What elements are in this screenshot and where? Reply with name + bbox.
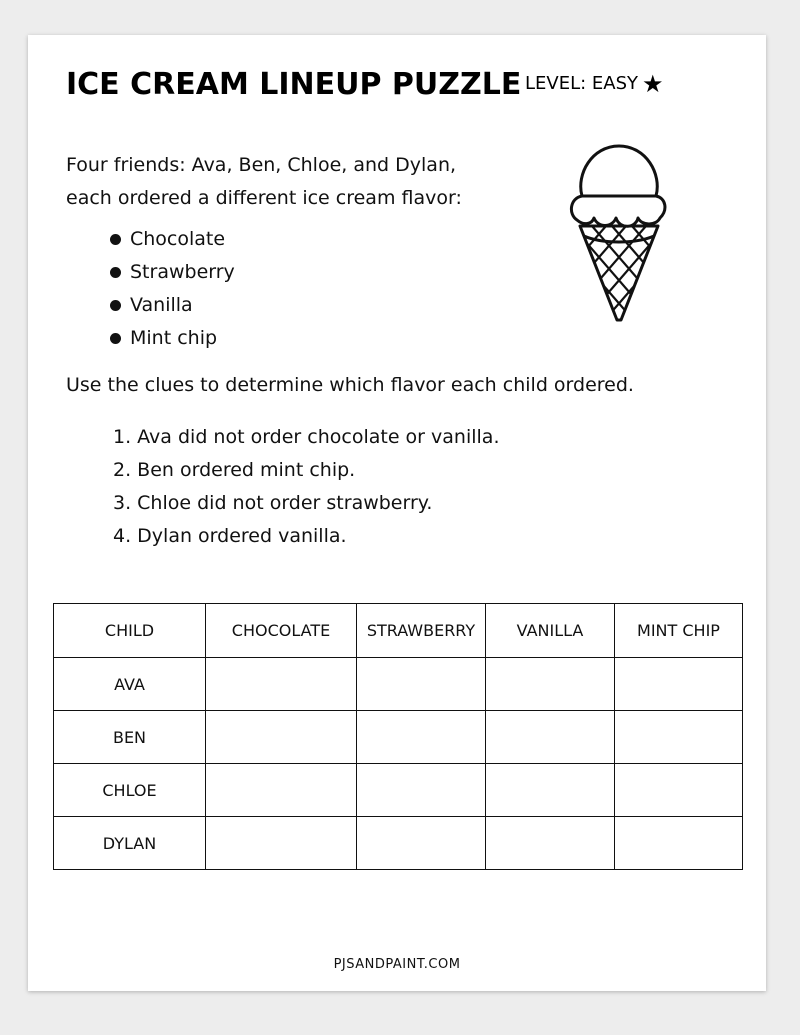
intro-line-1: Four friends: Ava, Ben, Chloe, and Dylan,	[66, 154, 457, 176]
level-indicator	[525, 69, 664, 98]
grid-header-row	[54, 604, 743, 658]
grid-row	[54, 658, 743, 711]
ice-cream-cone-icon	[562, 140, 676, 324]
footer-website: PJSANDPAINT.COM	[333, 957, 461, 972]
flavor-item	[110, 223, 235, 256]
worksheet-page	[28, 35, 766, 991]
grid-row	[54, 764, 743, 817]
grid-cell[interactable]	[486, 817, 615, 870]
grid-cell[interactable]	[206, 764, 357, 817]
flavor-label: Vanilla	[130, 294, 193, 316]
intro-line-2: each ordered a different ice cream flavor:	[66, 187, 462, 209]
flavor-item	[110, 256, 235, 289]
grid-cell[interactable]	[206, 817, 357, 870]
grid-cell[interactable]	[486, 764, 615, 817]
page-title: ICE CREAM LINEUP PUZZLE	[66, 67, 522, 102]
grid-cell[interactable]	[206, 711, 357, 764]
grid-row-label: CHLOE	[54, 764, 206, 817]
instructions-text: Use the clues to determine which flavor each child ordered.	[66, 374, 634, 396]
flavor-label: Mint chip	[130, 327, 218, 349]
bullet-icon	[110, 267, 121, 278]
grid-header-cell: STRAWBERRY	[357, 604, 486, 658]
grid-cell[interactable]	[615, 764, 743, 817]
flavor-list	[110, 223, 235, 355]
level-label: LEVEL: EASY	[525, 73, 639, 94]
grid-cell[interactable]	[357, 711, 486, 764]
grid-row	[54, 711, 743, 764]
grid-cell[interactable]	[486, 658, 615, 711]
star-icon: ★	[642, 69, 664, 98]
grid-cell[interactable]	[206, 658, 357, 711]
clue-item: 1. Ava did not order chocolate or vanilla.	[113, 426, 500, 448]
grid-row-label: BEN	[54, 711, 206, 764]
flavor-label: Chocolate	[130, 228, 226, 250]
grid-row	[54, 817, 743, 870]
grid-header-cell: CHOCOLATE	[206, 604, 357, 658]
bullet-icon	[110, 300, 121, 311]
flavor-item	[110, 289, 235, 322]
clue-list	[113, 421, 500, 553]
grid-cell[interactable]	[615, 817, 743, 870]
answer-grid	[53, 603, 743, 870]
grid-cell[interactable]	[357, 658, 486, 711]
grid-header-cell: CHILD	[54, 604, 206, 658]
bullet-icon	[110, 234, 121, 245]
grid-header-cell: VANILLA	[486, 604, 615, 658]
grid-row-label: AVA	[54, 658, 206, 711]
clue-item: 3. Chloe did not order strawberry.	[113, 492, 433, 514]
grid-header-cell: MINT CHIP	[615, 604, 743, 658]
bullet-icon	[110, 333, 121, 344]
intro-text	[66, 149, 536, 215]
grid-row-label: DYLAN	[54, 817, 206, 870]
grid-cell[interactable]	[357, 817, 486, 870]
clue-item: 4. Dylan ordered vanilla.	[113, 525, 347, 547]
grid-cell[interactable]	[357, 764, 486, 817]
flavor-label: Strawberry	[130, 261, 235, 283]
clue-item: 2. Ben ordered mint chip.	[113, 459, 356, 481]
flavor-item	[110, 322, 235, 355]
grid-cell[interactable]	[615, 711, 743, 764]
grid-cell[interactable]	[486, 711, 615, 764]
grid-cell[interactable]	[615, 658, 743, 711]
